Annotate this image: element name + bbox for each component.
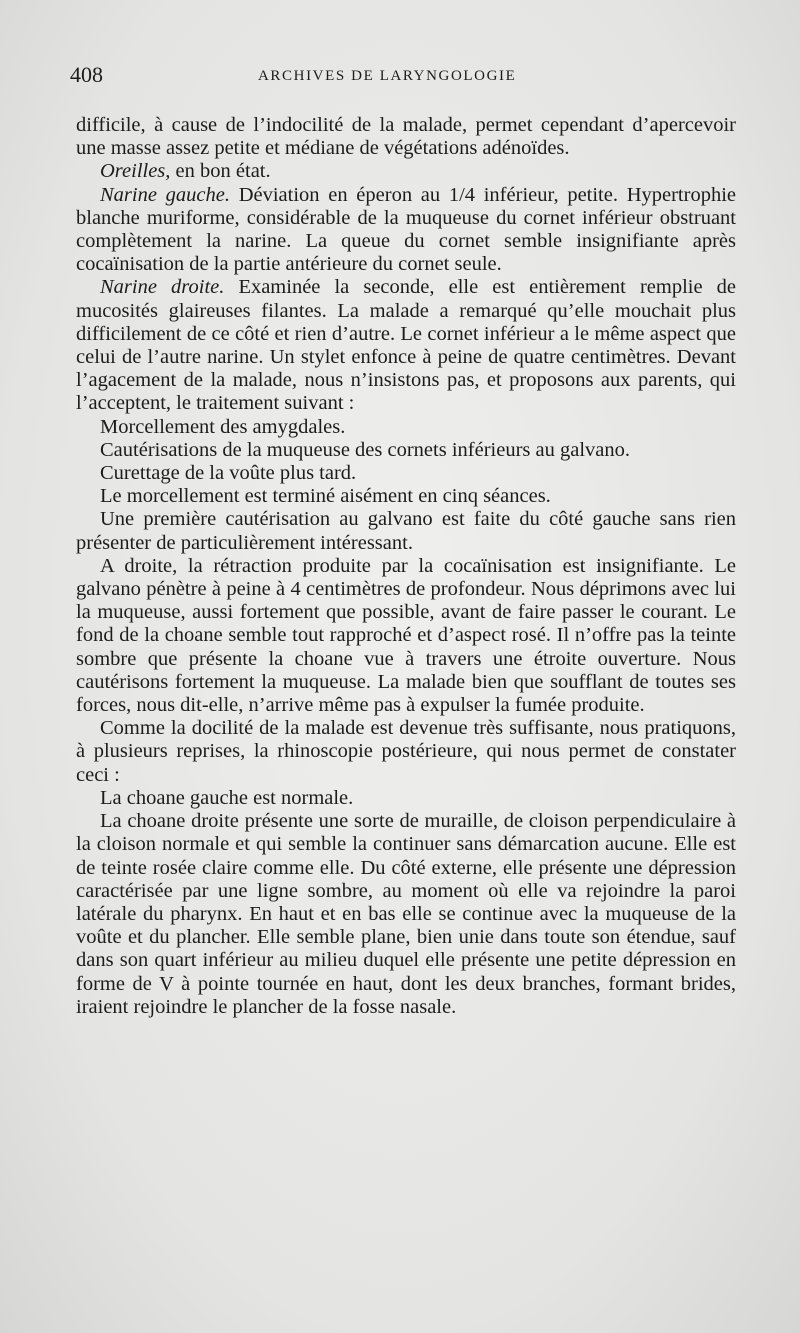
paragraph: Le morcellement est terminé aisément en cinq séances.: [100, 485, 551, 508]
paragraph-continuation: difficile, à cause de l’indocilité de la malade, permet cependant d’apercevoir une masse assez petite et médiane de végétations adénoïdes.: [76, 114, 736, 160]
paragraph: Comme la docilité de la malade est devenue très suffisante, nous pratiquons, à plusieurs reprises, la rhinoscopie postérieure, qui nous permet de constater ceci :: [76, 717, 736, 786]
body-text: [76, 114, 736, 1019]
paragraph-lead: Narine droite.: [100, 276, 225, 299]
running-header: [70, 62, 735, 92]
page-number: 408: [70, 62, 103, 87]
paragraph: La choane gauche est normale.: [100, 786, 354, 809]
treatment-item: Morcellement des amygdales.: [100, 415, 346, 438]
paragraph: La choane droite présente une sorte de muraille, de cloison perpendiculaire à la cloison normale et qui semble la continuer sans démarcation aucune. Elle est de teinte rosée claire comme elle. Du côté externe, elle présente une dépression caractérisée par une ligne sombre, au moment où elle va rejoindre la paroi latérale du pharynx. En haut et en bas elle se continue avec la muqueuse de la voûte et du plancher. Elle semble plane, bien unie dans toute son étendue, sauf dans son quart inférieur au milieu duquel elle présente une petite dépression en forme de V à pointe tournée en haut, dont les deux branches, formant brides, iraient rejoindre le plancher de la fosse nasale.: [76, 810, 736, 1018]
paragraph-narine-gauche: Narine gauche. Déviation en éperon au 1/4 inférieur, petite. Hypertrophie blanche muriforme, considérable de la muqueuse du cornet inférieur obstruant complètement la narine. La queue du cornet semble insignifiante après cocaïnisation de la partie antérieure du cornet seule.: [76, 183, 736, 276]
paragraph-narine-droite: Narine droite. Examinée la seconde, elle est entièrement remplie de mucosités glaireuses filantes. La malade a remarqué qu’elle mouchait plus difficilement de ce côté et rien d’autre. Le cornet inférieur a le même aspect que celui de l’autre narine. Un stylet enfonce à peine de quatre centimètres. Devant l’agacement de la malade, nous n’insistons pas, et proposons aux parents, qui l’acceptent, le traitement suivant :: [76, 276, 736, 415]
paragraph: A droite, la rétraction produite par la cocaïnisation est insignifiante. Le galvano pénètre à peine à 4 centimètres de profondeur. Nous déprimons avec lui la muqueuse, aussi fortement que possible, avant de faire passer le courant. Le fond de la choane semble tout rapproché et d’aspect rosé. Il n’offre pas la teinte sombre que présente la choane vue à travers une étroite ouverture. Nous cautérisons fortement la muqueuse. La malade bien que soufflant de toutes ses forces, nous dit-elle, n’arrive même pas à expulser la fumée produite.: [76, 554, 736, 717]
paragraph: Une première cautérisation au galvano est faite du côté gauche sans rien présenter de particulièrement intéressant.: [76, 508, 736, 554]
treatment-item: Curettage de la voûte plus tard.: [100, 462, 357, 485]
treatment-item: Cautérisations de la muqueuse des cornets inférieurs au galvano.: [100, 438, 630, 461]
paragraph-lead: Oreilles,: [100, 160, 171, 183]
paragraph-lead: Narine gauche.: [100, 183, 230, 206]
paragraph-oreilles: Oreilles, en bon état.: [100, 160, 271, 183]
journal-title: ARCHIVES DE LARYNGOLOGIE: [258, 68, 517, 84]
